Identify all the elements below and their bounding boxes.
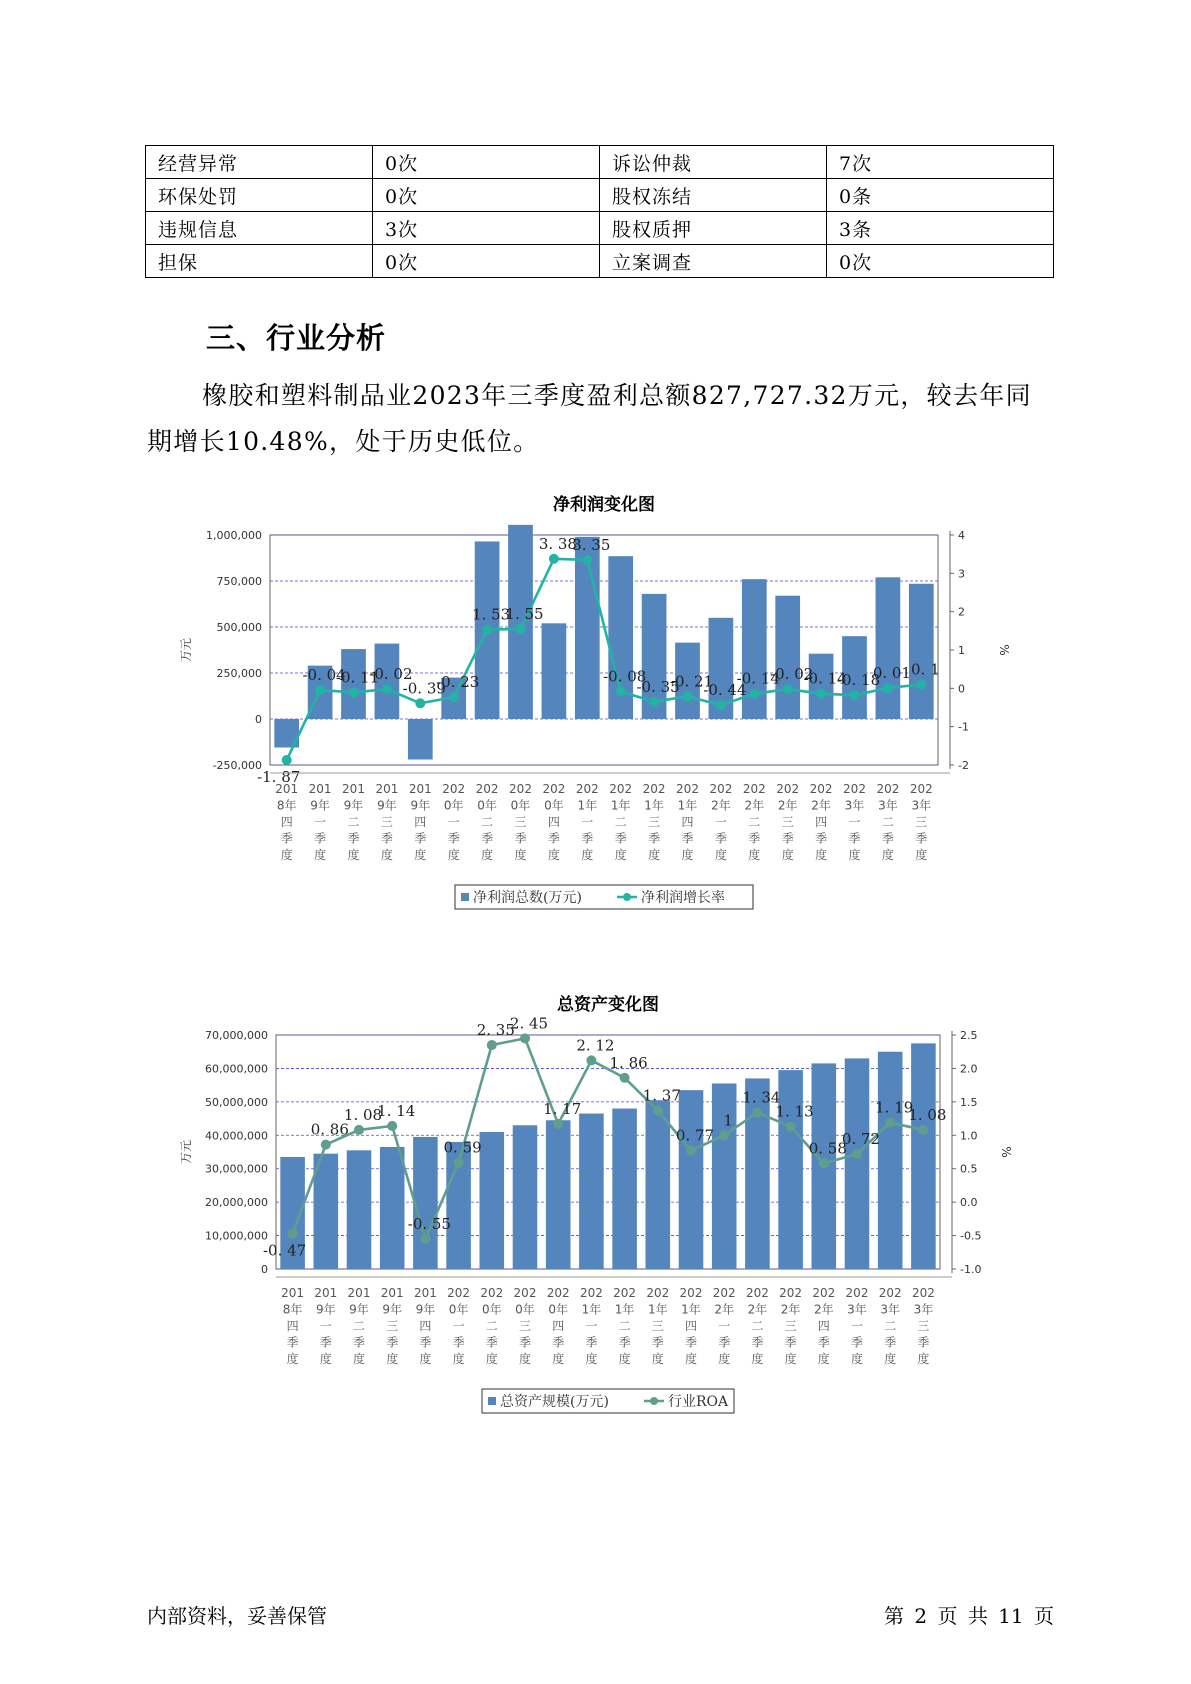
table-cell-label: 诉讼仲裁 [600,146,827,179]
x-axis-tick-label: 201 8年四季度 [281,1286,305,1366]
x-axis-tick-label: 202 2年一季度 [712,1286,736,1366]
left-axis-tick-label: 50,000,000 [205,1095,268,1109]
data-label: 0. 77 [675,1126,715,1145]
right-axis-tick-label: 1 [958,644,965,657]
table-row [146,212,1054,245]
table-cell-value: 3条 [827,212,1054,245]
x-axis-tick-label: 202 0年四季度 [542,782,566,862]
data-label: -1. 87 [257,768,301,787]
table-cell-value: 0次 [373,179,600,212]
line-point [816,689,826,699]
line-point [549,554,559,564]
line-point [516,624,526,634]
data-label: -0. 44 [703,681,747,700]
section-title: 三、行业分析 [206,321,387,355]
data-label: 1. 13 [775,1102,814,1121]
x-axis-tick-label: 202 0年三季度 [509,782,532,862]
x-axis-tick-label: 202 1年一季度 [579,1286,603,1366]
line-point [850,690,860,700]
line-point [649,697,659,707]
right-axis-tick-label: -1.0 [960,1263,982,1276]
data-label: 1 [723,1111,733,1130]
data-label: 0. 86 [310,1120,349,1139]
line-point [683,691,693,701]
data-label: 1. 19 [875,1098,914,1117]
data-label: 1. 53 [472,605,511,624]
bar [347,1150,372,1269]
x-axis-tick-label: 202 2年三季度 [779,1286,803,1366]
left-axis-tick-label: 0 [255,713,262,726]
right-axis-tick-label: 4 [958,529,965,542]
bar [513,1125,538,1269]
line-point [349,688,359,698]
data-label: -0. 14 [803,669,847,688]
line-point [288,1229,298,1239]
data-label: 2. 45 [509,1014,549,1033]
assets-chart [179,990,1013,1440]
data-label: -0. 39 [402,679,446,698]
bar [646,1100,671,1269]
line-point [321,1140,331,1150]
data-label: -0. 23 [436,673,480,692]
table-cell-value: 0次 [827,245,1054,278]
x-axis-tick-label: 201 9年一季度 [308,782,332,862]
table-cell-value: 3次 [373,212,600,245]
line-point [354,1125,364,1135]
data-label: 3. 38 [538,534,577,553]
profit-chart-svg [179,490,1011,940]
data-label: -0. 18 [836,671,881,690]
legend-line-marker [650,1397,658,1405]
line-point [716,700,726,710]
line-point [449,692,459,702]
right-axis-tick-label: 1.5 [960,1095,978,1109]
bar [579,1114,604,1269]
bar [845,1058,870,1269]
x-axis-tick-label: 202 3年三季度 [909,782,933,862]
footer-confidential-note: 内部资料，妥善保管 [147,1604,327,1628]
data-label: 0. 72 [841,1130,881,1149]
line-point [883,683,893,693]
chart-title: 净利润变化图 [553,495,655,515]
right-axis-title: % [999,1146,1013,1158]
bar [408,719,433,759]
legend-bar-swatch [488,1397,496,1405]
line-point [819,1158,829,1168]
right-axis-tick-label: 0.5 [960,1162,978,1176]
right-axis-tick-label: 0 [958,682,965,696]
x-axis-tick-label: 202 3年二季度 [876,782,900,862]
left-axis-tick-label: 10,000,000 [205,1229,268,1243]
bar [745,1078,770,1269]
data-label: 1. 08 [343,1105,383,1124]
line-point [783,684,793,694]
data-label: -0. 47 [262,1241,307,1260]
right-axis-tick-label: -0.5 [960,1229,982,1243]
x-axis-tick-label: 202 1年四季度 [679,1286,703,1366]
data-label: 1. 08 [908,1105,947,1124]
left-axis-tick-label: 40,000,000 [205,1129,268,1143]
right-axis-tick-label: 2.0 [960,1062,978,1076]
right-axis-tick-label: -2 [958,759,969,772]
x-axis-tick-label: 202 2年三季度 [776,782,800,862]
data-label: -0. 02 [369,665,413,684]
data-label: 1. 86 [609,1053,648,1072]
legend-bar-label: 总资产规模(万元) [500,1394,609,1410]
left-axis-tick-label: 60,000,000 [205,1062,268,1076]
data-label: -0. 21 [669,672,714,691]
data-label: 1. 37 [642,1086,681,1105]
line-point [653,1106,663,1116]
x-axis-tick-label: 201 9年三季度 [380,1286,404,1366]
data-label: 0. 59 [443,1138,482,1157]
x-axis-tick-label: 202 1年二季度 [613,1286,637,1366]
table-cell-label: 环保处罚 [146,179,373,212]
data-label: 1. 34 [742,1088,781,1107]
x-axis-tick-label: 202 3年一季度 [843,782,866,862]
x-axis-tick-label: 202 3年三季度 [911,1286,935,1366]
line-point [852,1149,862,1159]
line-point [315,685,325,695]
legend-bar-swatch [461,893,469,901]
data-label: 1. 17 [543,1099,582,1118]
line-point [719,1130,729,1140]
line-point [752,1108,762,1118]
line-point [382,684,392,694]
data-label: -0. 55 [407,1214,452,1233]
risk-summary-table [145,145,1054,278]
line-point [420,1234,430,1244]
left-axis-tick-label: -250,000 [212,759,262,772]
x-axis-tick-label: 202 0年四季度 [546,1286,570,1366]
data-label: 0. 01 [872,663,911,682]
analysis-paragraph: 橡胶和塑料制品业2023年三季度盈利总额827,727.32万元，较去年同期增长10.48%，处于历史低位。 [147,381,1032,456]
bar [878,1052,903,1269]
line-point [415,698,425,708]
data-label: -0. 08 [603,667,647,686]
right-axis-tick-label: 2.5 [960,1029,978,1042]
data-label: 2. 12 [576,1036,615,1055]
x-axis-tick-label: 202 0年一季度 [447,1286,471,1366]
data-label: -0. 04 [302,665,346,684]
table-cell-label: 立案调查 [600,245,827,278]
bar [909,584,934,719]
table-cell-value: 7次 [827,146,1054,179]
left-axis-title: 万元 [179,637,193,663]
footer-page-number: 第 2 页 共 11 页 [884,1604,1054,1628]
data-label: 1. 55 [505,604,544,623]
data-label: -0. 02 [770,665,814,684]
data-label: 1. 14 [377,1101,416,1120]
x-axis-tick-label: 202 2年二季度 [745,1286,769,1366]
x-axis-tick-label: 202 2年四季度 [812,1286,836,1366]
profit-chart [179,490,1011,940]
table-cell-label: 违规信息 [146,212,373,245]
bar [380,1147,405,1269]
table-cell-value: 0次 [373,146,600,179]
x-axis-tick-label: 201 9年四季度 [408,782,432,862]
x-axis-tick-label: 202 0年三季度 [513,1286,537,1366]
data-label: -0. 14 [736,669,780,688]
line-point [918,1125,928,1135]
x-axis-tick-label: 201 9年二季度 [342,782,365,862]
bar [679,1090,704,1269]
bar [775,596,800,719]
left-axis-tick-label: 20,000,000 [205,1196,268,1210]
line-point [616,686,626,696]
table-cell-value: 0条 [827,179,1054,212]
plot-area [270,535,938,765]
data-label: 0. 1 [910,660,940,679]
table-row [146,146,1054,179]
x-axis-tick-label: 202 1年三季度 [642,782,666,862]
line-point [885,1118,895,1128]
bar [778,1070,803,1269]
data-label: -0. 35 [636,677,680,696]
line-point [487,1040,497,1050]
bar [480,1132,505,1269]
line-point [282,755,292,765]
left-axis-title: 万元 [179,1139,193,1165]
x-axis-tick-label: 202 0年二季度 [475,782,499,862]
x-axis-tick-label: 202 2年一季度 [709,782,733,862]
x-axis-tick-label: 202 3年二季度 [878,1286,902,1366]
data-label: 0. 58 [808,1139,847,1158]
legend-line-label: 净利润增长率 [641,890,725,906]
left-axis-tick-label: 750,000 [216,575,262,588]
left-axis-tick-label: 0 [261,1263,268,1276]
x-axis-tick-label: 202 1年一季度 [575,782,599,862]
x-axis-tick-label: 201 9年二季度 [347,1286,371,1366]
right-axis-title: % [997,644,1011,656]
table-row [146,245,1054,278]
table-cell-value: 0次 [373,245,600,278]
table-cell-label: 经营异常 [146,146,373,179]
legend-line-label: 行业ROA [668,1394,729,1410]
left-axis-tick-label: 1,000,000 [206,529,262,542]
line-point [916,680,926,690]
line-point [520,1033,530,1043]
left-axis-tick-label: 70,000,000 [205,1029,268,1042]
right-axis-tick-label: 3 [958,567,965,581]
bar [542,623,567,719]
table-cell-label: 股权质押 [600,212,827,245]
assets-chart-svg [179,990,1013,1440]
right-axis-tick-label: 0.0 [960,1196,978,1210]
table-cell-label: 股权冻结 [600,179,827,212]
bar [612,1109,637,1269]
data-label: 3. 35 [572,535,611,554]
bar [413,1137,438,1269]
right-axis-tick-label: 1.0 [960,1129,978,1143]
right-axis-tick-label: -1 [958,720,969,734]
line-point [786,1122,796,1132]
data-label: -0. 11 [335,668,380,687]
line-point [582,555,592,565]
left-axis-tick-label: 500,000 [216,621,262,634]
table-row [146,179,1054,212]
x-axis-tick-label: 202 0年一季度 [442,782,466,862]
table-cell-label: 担保 [146,245,373,278]
chart-title: 总资产变化图 [557,995,659,1015]
x-axis-tick-label: 201 9年三季度 [375,782,399,862]
bar [911,1043,936,1269]
x-axis-tick-label: 201 9年四季度 [413,1286,437,1366]
line-point [482,625,492,635]
x-axis-tick-label: 201 8年四季度 [275,782,299,862]
x-axis-tick-label: 202 2年四季度 [809,782,833,862]
left-axis-tick-label: 30,000,000 [205,1162,268,1176]
x-axis-tick-label: 202 2年二季度 [742,782,766,862]
line-point [454,1158,464,1168]
data-label: 2. 35 [476,1021,515,1040]
bar [546,1120,571,1269]
x-axis-tick-label: 202 1年三季度 [646,1286,670,1366]
legend-line-marker [623,893,631,901]
left-axis-tick-label: 250,000 [216,667,262,680]
line-point [620,1073,630,1083]
x-axis-tick-label: 202 1年二季度 [609,782,633,862]
line-point [387,1121,397,1131]
line-point [586,1055,596,1065]
x-axis-tick-label: 201 9年一季度 [314,1286,338,1366]
bar [876,577,901,719]
line-point [686,1146,696,1156]
line-point [553,1119,563,1129]
line-point [749,689,759,699]
right-axis-tick-label: 2 [958,605,965,619]
legend-bar-label: 净利润总数(万元) [473,890,582,906]
x-axis-tick-label: 202 1年四季度 [676,782,699,862]
x-axis-tick-label: 202 3年一季度 [845,1286,869,1366]
x-axis-tick-label: 202 0年二季度 [480,1286,504,1366]
